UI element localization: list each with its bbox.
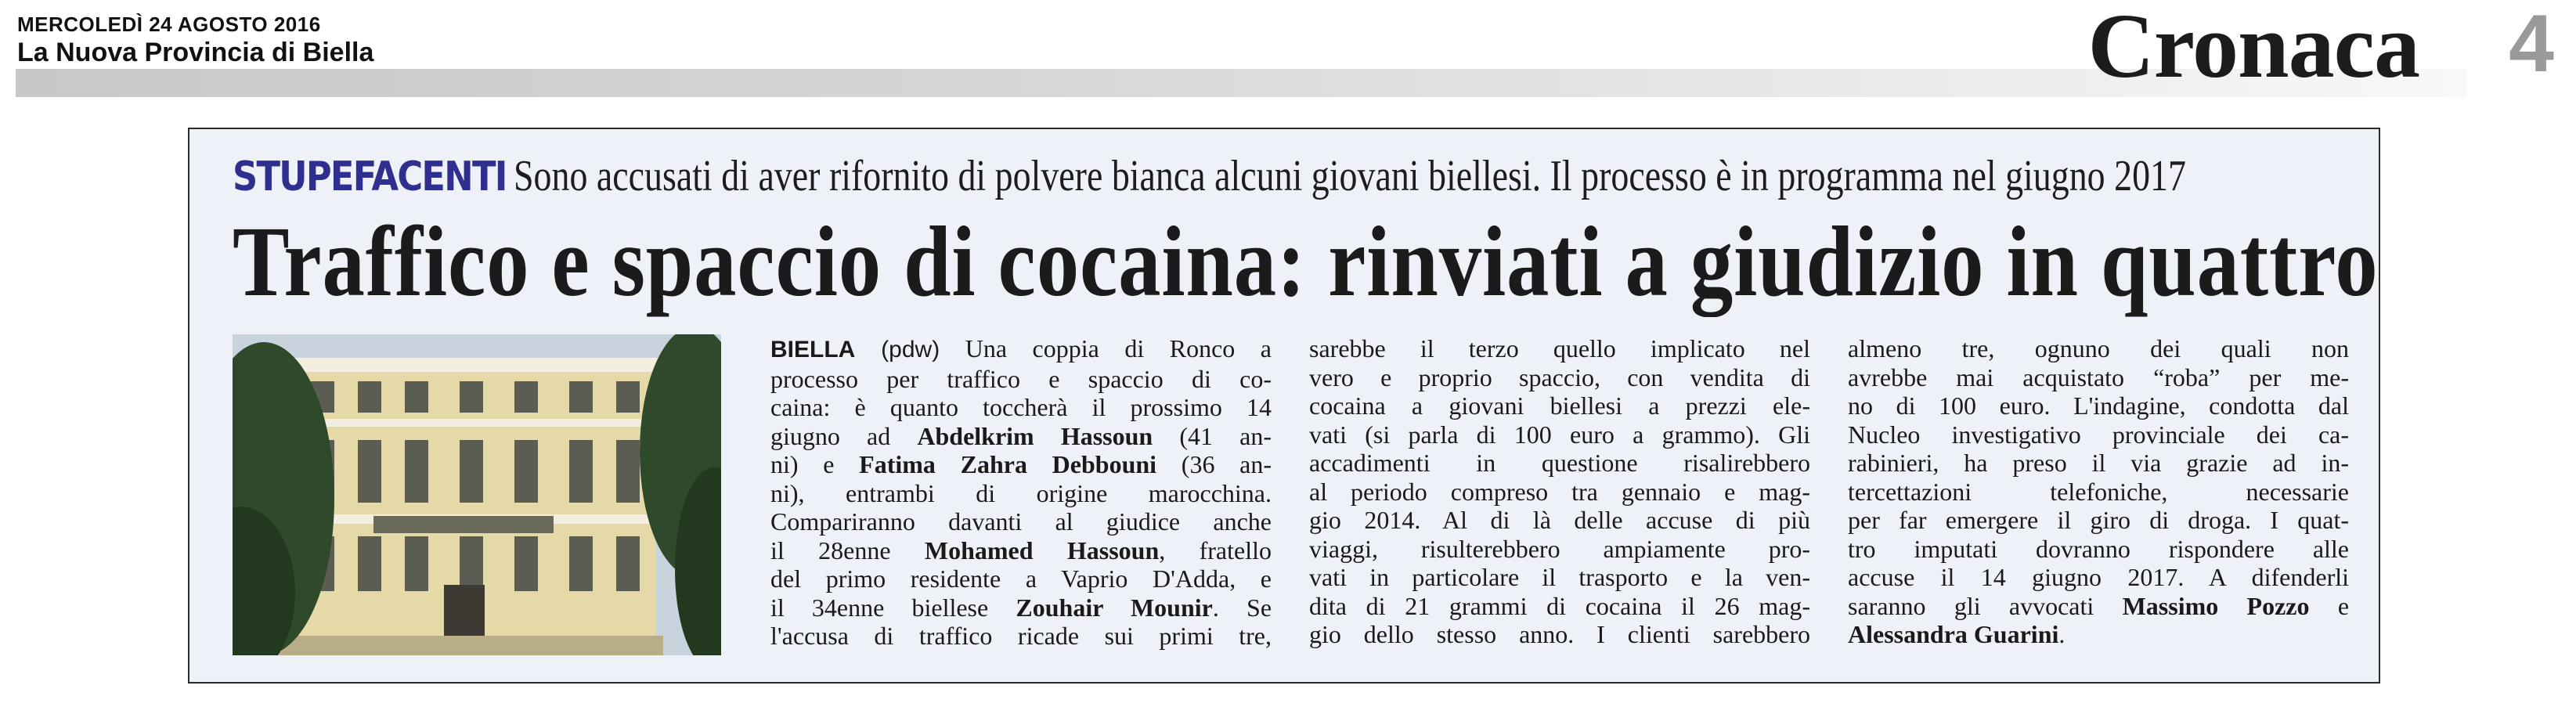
text-run: il 34enne biellese <box>770 593 1016 622</box>
text-line <box>770 536 1272 565</box>
subheadline: Sono accusati di aver rifornito di polvere bianca alcuni giovani biellesi. Il processo è in programma nel giugno 2017 <box>513 152 2186 200</box>
article-box <box>188 128 2380 684</box>
text-line <box>1848 449 2349 478</box>
text-line <box>770 565 1272 593</box>
photo-window <box>514 440 538 503</box>
publication-date: MERCOLEDÌ 24 AGOSTO 2016 <box>17 13 321 36</box>
text-line <box>1309 563 1810 592</box>
photo-base <box>280 636 663 655</box>
photo-window <box>405 440 428 503</box>
photo-window <box>569 536 593 591</box>
text-line <box>1848 535 2349 564</box>
text-run: sarebbe il terzo quello implicato nel <box>1309 334 1810 363</box>
headline: Traffico e spaccio di cocaina: rinviati a giudizio in quattro <box>233 206 2379 317</box>
text-line <box>1848 592 2349 621</box>
masthead <box>0 0 2576 102</box>
text-run: Nucleo investigativo provinciale dei ca- <box>1848 420 2349 449</box>
text-run: il 28enne <box>770 536 925 565</box>
text-line <box>1309 449 1810 478</box>
text-run: caina: è quanto toccherà il prossimo 14 <box>770 393 1272 421</box>
text-run: accuse il 14 giugno 2017. A difenderli <box>1848 563 2349 591</box>
photo-window <box>460 440 483 503</box>
person-name: Abdelkrim Hassoun <box>917 421 1153 450</box>
photo-windows-row-3 <box>311 536 640 591</box>
text-run: giugno ad <box>770 421 918 450</box>
text-run: . Se <box>1212 593 1272 622</box>
article-column-2 <box>1309 334 1810 649</box>
text-run: (41 an- <box>1153 421 1272 450</box>
text-line <box>1848 391 2349 420</box>
text-line <box>1309 535 1810 564</box>
text-run: al periodo compreso tra gennaio e mag- <box>1309 477 1810 506</box>
byline-place: BIELLA <box>770 337 856 363</box>
text-run: accadimenti in questione risalirebbero <box>1309 449 1810 477</box>
kicker-line <box>233 151 2553 201</box>
text-run: rabinieri, ha preso il via grazie ad in- <box>1848 449 2349 477</box>
text-line <box>770 393 1272 422</box>
text-run: Una coppia di Ronco a <box>940 334 1272 363</box>
text-run: no di 100 euro. L'indagine, condotta dal <box>1848 391 2349 420</box>
text-run: Compariranno davanti al giudice anche <box>770 507 1272 536</box>
person-name: Massimo Pozzo <box>2122 591 2310 620</box>
text-run: viaggi, risulterebbero ampiamente pro- <box>1309 534 1810 563</box>
text-run: . <box>2058 620 2065 648</box>
text-line <box>1848 506 2349 535</box>
text-line <box>1309 620 1810 649</box>
text-line <box>1309 506 1810 535</box>
text-line <box>1309 592 1810 621</box>
text-run: gio 2014. Al di là delle accuse di più <box>1309 506 1810 534</box>
text-line <box>770 365 1272 394</box>
photo-window <box>405 381 428 413</box>
text-line <box>1848 563 2349 592</box>
photo-window <box>569 381 593 413</box>
photo-window <box>616 381 640 413</box>
text-run: gio dello stesso anno. I clienti sarebbero <box>1309 620 1810 648</box>
text-line <box>770 450 1272 479</box>
newspaper-name: La Nuova Provincia di Biella <box>17 38 374 67</box>
photo-window <box>514 381 538 413</box>
photo-window <box>460 381 483 413</box>
text-line <box>770 479 1272 508</box>
text-line <box>1848 478 2349 507</box>
photo-window <box>358 381 381 413</box>
person-name: Mohamed Hassoun <box>924 536 1160 565</box>
byline-author: (pdw) <box>855 337 940 363</box>
text-line <box>1309 478 1810 507</box>
text-line <box>1309 391 1810 420</box>
text-run: per far emergere il giro di droga. I quat- <box>1848 506 2349 534</box>
text-run: saranno gli avvocati <box>1848 591 2123 620</box>
person-name: Fatima Zahra Debbouni <box>859 450 1157 478</box>
photo-window <box>405 536 428 591</box>
person-name: Alessandra Guarini <box>1848 620 2059 648</box>
text-run: , fratello <box>1159 536 1272 565</box>
section-title: Cronaca <box>2087 0 2419 97</box>
text-run: processo per traffico e spaccio di co- <box>770 364 1272 393</box>
photo-balcony <box>373 516 554 533</box>
photo-window <box>460 536 483 591</box>
text-run: avrebbe mai acquistato “roba” per me- <box>1848 363 2349 391</box>
text-run: vero e proprio spaccio, con vendita di <box>1309 363 1810 391</box>
text-run: cocaina a giovani biellesi a prezzi ele- <box>1309 391 1810 420</box>
text-line <box>1848 334 2349 363</box>
text-run: vati in particolare il trasporto e la ven- <box>1309 563 1810 591</box>
text-line <box>1848 363 2349 392</box>
photo-window <box>358 440 381 503</box>
text-run: ni) e <box>770 450 860 478</box>
page-number: 4 <box>2509 0 2554 89</box>
text-line <box>770 334 1272 365</box>
photo-windows-row-1 <box>311 381 640 413</box>
kicker: STUPEFACENTI <box>233 153 507 200</box>
text-line <box>1309 334 1810 363</box>
text-line <box>1848 420 2349 449</box>
text-run: l'accusa di traffico ricade sui primi tre, <box>770 622 1272 650</box>
text-line <box>770 593 1272 622</box>
text-run: (36 an- <box>1156 450 1272 478</box>
text-line <box>1848 620 2349 649</box>
photo-cornice-top <box>280 358 663 372</box>
text-line <box>1309 420 1810 449</box>
text-line <box>1309 363 1810 392</box>
photo-window <box>514 536 538 591</box>
text-line <box>770 422 1272 451</box>
article-column-3 <box>1848 334 2349 649</box>
photo-window <box>358 536 381 591</box>
text-run: tercettazioni telefoniche, necessarie <box>1848 477 2349 506</box>
article-photo <box>233 334 721 655</box>
text-run: almeno tre, ognuno dei quali non <box>1848 334 2349 363</box>
text-run: tro imputati dovranno rispondere alle <box>1848 534 2349 563</box>
article-column-1 <box>770 334 1272 651</box>
photo-windows-row-2 <box>311 440 640 503</box>
building-photo <box>233 334 721 655</box>
text-run: ni), entrambi di origine marocchina. <box>770 478 1272 507</box>
text-line <box>770 507 1272 536</box>
photo-window <box>616 536 640 591</box>
photo-window <box>616 440 640 503</box>
text-line <box>770 622 1272 651</box>
photo-cornice-mid <box>280 419 663 427</box>
person-name: Zouhair Mounir <box>1016 593 1213 622</box>
text-run: dita di 21 grammi di cocaina il 26 mag- <box>1309 591 1810 620</box>
text-run: vati (si parla di 100 euro a grammo). Gli <box>1309 420 1810 449</box>
text-run: del primo residente a Vaprio D'Adda, e <box>770 565 1272 593</box>
text-run: e <box>2309 591 2350 620</box>
photo-window <box>569 440 593 503</box>
